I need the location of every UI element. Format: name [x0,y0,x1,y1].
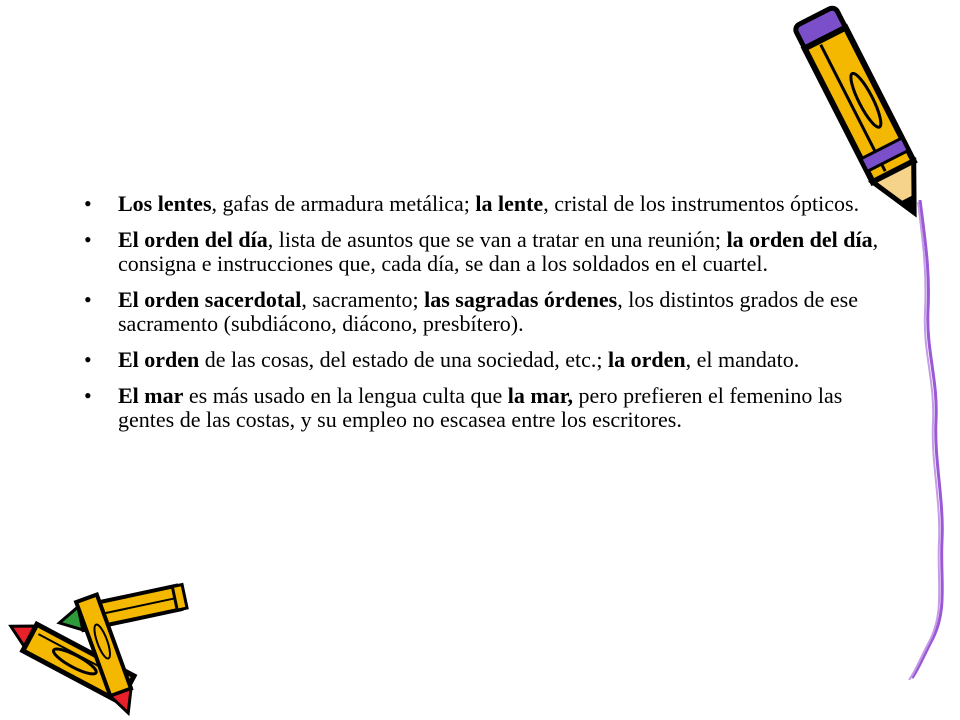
list-item [82,228,882,276]
bold-term: las sagradas órdenes [424,287,618,312]
definition-text: , los distintos grados de ese sacramento (subdiácono, diácono, presbítero). [118,287,859,336]
bold-term: El orden del día [118,227,268,252]
bold-term: la lente [475,191,544,216]
decorative-line [900,200,960,680]
bold-term: El mar [118,383,184,408]
bullet-marker: • [84,347,92,372]
bullet-list [82,192,882,444]
bold-term: la mar, [507,383,573,408]
definition-text: , consigna e instrucciones que, cada día, se dan a los soldados en el cuartel. [118,227,879,276]
bold-term: la orden del día [726,227,873,252]
bold-term: El orden sacerdotal [118,287,302,312]
bold-term: Los lentes [118,191,212,216]
list-item [82,384,882,432]
definition-text: es más usado en la lengua culta que [183,383,508,408]
bullet-marker: • [84,191,92,216]
list-item [82,348,882,372]
list-item [82,192,882,216]
list-item [82,288,882,336]
definition-text: , gafas de armadura metálica; [211,191,476,216]
bullet-marker: • [84,287,92,312]
definition-text: , cristal de los instrumentos ópticos. [543,191,860,216]
crayon-icon [0,570,200,720]
definition-text: pero prefieren el femenino las gentes de las costas, y su empleo no escasea entre los escritores. [118,383,843,432]
bold-term: El orden [118,347,200,372]
bullet-marker: • [84,383,92,408]
definition-text: , lista de asuntos que se van a tratar en una reunión; [267,227,727,252]
definition-text: , el mandato. [685,347,800,372]
bold-term: la orden [607,347,686,372]
definition-text: , sacramento; [301,287,425,312]
bullet-marker: • [84,227,92,252]
definition-text: de las cosas, del estado de una sociedad, etc.; [199,347,608,372]
